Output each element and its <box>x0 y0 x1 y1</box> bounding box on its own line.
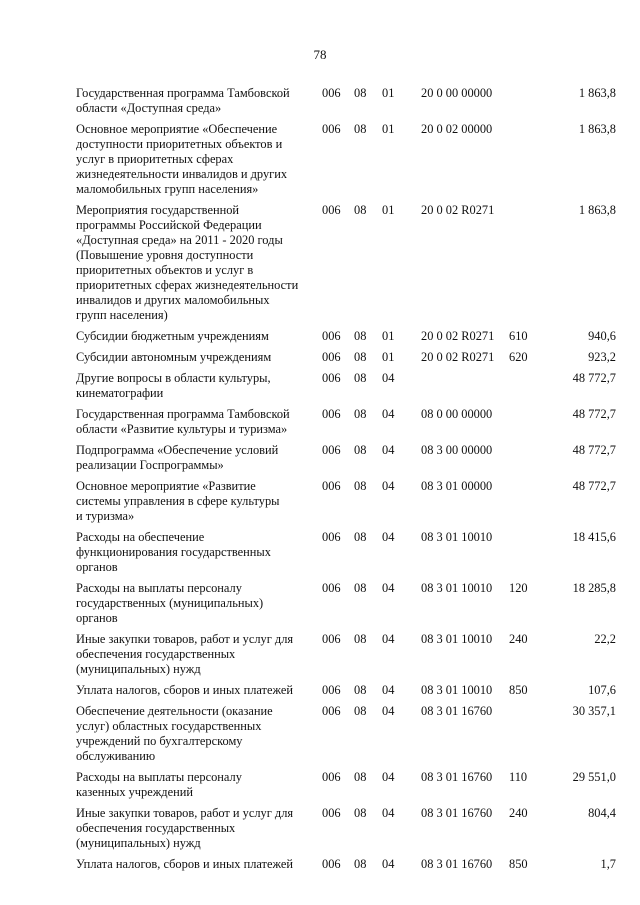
row-vr: 240 <box>509 632 528 646</box>
row-sum: 29 551,0 <box>572 770 616 784</box>
row-name-line: Расходы на выплаты персоналу <box>76 581 242 595</box>
row-pr: 01 <box>382 86 395 100</box>
row-pr: 01 <box>382 122 395 136</box>
row-csr: 20 0 02 R0271 <box>421 350 495 364</box>
row-name-line: государственных (муниципальных) <box>76 596 264 610</box>
row-pr: 04 <box>382 371 395 385</box>
row-name-line: Расходы на обеспечение <box>76 530 205 544</box>
row-vr: 610 <box>509 329 528 343</box>
row-name-line: органов <box>76 560 118 574</box>
table-row <box>76 122 616 197</box>
row-ved: 006 <box>322 329 341 343</box>
table-row <box>76 329 616 344</box>
row-sum: 18 415,6 <box>572 530 616 544</box>
row-ved: 006 <box>322 122 341 136</box>
row-rz: 08 <box>354 806 367 820</box>
row-name-line: жизнедеятельности инвалидов и других <box>76 167 288 181</box>
row-name-line: Субсидии автономным учреждениям <box>76 350 272 364</box>
row-name-line: инвалидов и других маломобильных <box>76 293 270 307</box>
row-pr: 01 <box>382 350 395 364</box>
row-name-line: «Доступная среда» на 2011 - 2020 годы <box>76 233 283 247</box>
row-pr: 04 <box>382 857 395 871</box>
row-rz: 08 <box>354 632 367 646</box>
row-sum: 48 772,7 <box>572 443 616 457</box>
row-csr: 08 3 00 00000 <box>421 443 493 457</box>
row-csr: 08 3 01 10010 <box>421 632 493 646</box>
row-pr: 04 <box>382 530 395 544</box>
row-pr: 04 <box>382 407 395 421</box>
row-vr: 850 <box>509 683 528 697</box>
row-csr: 08 3 01 00000 <box>421 479 493 493</box>
table-row <box>76 350 616 365</box>
row-name-line: групп населения) <box>76 308 168 322</box>
row-name-line: органов <box>76 611 118 625</box>
row-rz: 08 <box>354 329 367 343</box>
row-sum: 48 772,7 <box>572 479 616 493</box>
row-name-line: Подпрограмма «Обеспечение условий <box>76 443 279 457</box>
row-name <box>76 530 322 575</box>
row-sum: 22,2 <box>594 632 616 646</box>
row-vr: 110 <box>509 770 528 784</box>
row-name-line: функционирования государственных <box>76 545 271 559</box>
row-sum: 1 863,8 <box>578 86 616 100</box>
row-name-line: обеспечения государственных <box>76 821 236 835</box>
row-name-line: Мероприятия государственной <box>76 203 240 217</box>
row-sum: 1 863,8 <box>578 203 616 217</box>
row-rz: 08 <box>354 443 367 457</box>
row-name-line: Обеспечение деятельности (оказание <box>76 704 273 718</box>
row-name-line: маломобильных групп населения» <box>76 182 259 196</box>
row-name-line: (муниципальных) нужд <box>76 662 201 676</box>
row-ved: 006 <box>322 203 341 217</box>
row-name-line: Государственная программа Тамбовской <box>76 86 290 100</box>
row-name <box>76 329 322 344</box>
row-vr: 240 <box>509 806 528 820</box>
row-rz: 08 <box>354 704 367 718</box>
row-sum: 923,2 <box>588 350 616 364</box>
row-pr: 04 <box>382 683 395 697</box>
row-csr: 20 0 00 00000 <box>421 86 493 100</box>
row-pr: 01 <box>382 203 395 217</box>
table-row <box>76 86 616 116</box>
row-name-line: области «Развитие культуры и туризма» <box>76 422 288 436</box>
row-name <box>76 443 322 473</box>
row-name <box>76 407 322 437</box>
table-row <box>76 632 616 677</box>
row-rz: 08 <box>354 407 367 421</box>
table-row <box>76 371 616 401</box>
row-name-line: Государственная программа Тамбовской <box>76 407 290 421</box>
row-name-line: системы управления в сфере культуры <box>76 494 280 508</box>
row-ved: 006 <box>322 806 341 820</box>
row-name <box>76 770 322 800</box>
row-name-line: казенных учреждений <box>76 785 193 799</box>
row-name <box>76 806 322 851</box>
row-ved: 006 <box>322 350 341 364</box>
row-ved: 006 <box>322 443 341 457</box>
row-sum: 940,6 <box>588 329 616 343</box>
row-rz: 08 <box>354 857 367 871</box>
row-name-line: услуг в приоритетных сферах <box>76 152 234 166</box>
row-name-line: услуг) областных государственных <box>76 719 262 733</box>
table-row <box>76 806 616 851</box>
row-ved: 006 <box>322 479 341 493</box>
row-name-line: Иные закупки товаров, работ и услуг для <box>76 632 294 646</box>
row-csr: 08 0 00 00000 <box>421 407 493 421</box>
row-ved: 006 <box>322 581 341 595</box>
table-row <box>76 704 616 764</box>
row-pr: 04 <box>382 806 395 820</box>
table-row <box>76 857 616 872</box>
row-rz: 08 <box>354 86 367 100</box>
row-name <box>76 581 322 626</box>
row-name <box>76 122 322 197</box>
budget-table <box>76 86 616 878</box>
table-row <box>76 479 616 524</box>
row-rz: 08 <box>354 350 367 364</box>
row-csr: 08 3 01 10010 <box>421 581 493 595</box>
row-name <box>76 350 322 365</box>
row-name-line: Расходы на выплаты персоналу <box>76 770 242 784</box>
row-sum: 18 285,8 <box>572 581 616 595</box>
row-sum: 804,4 <box>588 806 616 820</box>
row-pr: 01 <box>382 329 395 343</box>
row-name-line: и туризма» <box>76 509 135 523</box>
row-pr: 04 <box>382 770 395 784</box>
row-name-line: обеспечения государственных <box>76 647 236 661</box>
table-row <box>76 443 616 473</box>
row-ved: 006 <box>322 86 341 100</box>
row-csr: 20 0 02 R0271 <box>421 329 495 343</box>
row-pr: 04 <box>382 632 395 646</box>
row-name <box>76 632 322 677</box>
row-name-line: реализации Госпрограммы» <box>76 458 224 472</box>
row-name-line: Уплата налогов, сборов и иных платежей <box>76 857 294 871</box>
row-name-line: (Повышение уровня доступности <box>76 248 254 262</box>
row-name-line: (муниципальных) нужд <box>76 836 201 850</box>
row-name-line: обслуживанию <box>76 749 156 763</box>
row-pr: 04 <box>382 479 395 493</box>
table-row <box>76 581 616 626</box>
row-ved: 006 <box>322 857 341 871</box>
row-pr: 04 <box>382 581 395 595</box>
row-sum: 107,6 <box>588 683 616 697</box>
row-csr: 08 3 01 16760 <box>421 704 493 718</box>
row-name-line: приоритетных объектов и услуг в <box>76 263 254 277</box>
row-name-line: Уплата налогов, сборов и иных платежей <box>76 683 294 697</box>
row-ved: 006 <box>322 407 341 421</box>
row-name-line: Основное мероприятие «Развитие <box>76 479 256 493</box>
row-ved: 006 <box>322 530 341 544</box>
row-rz: 08 <box>354 122 367 136</box>
row-ved: 006 <box>322 770 341 784</box>
row-rz: 08 <box>354 371 367 385</box>
row-sum: 1 863,8 <box>578 122 616 136</box>
row-csr: 08 3 01 16760 <box>421 770 493 784</box>
row-vr: 850 <box>509 857 528 871</box>
row-name-line: доступности приоритетных объектов и <box>76 137 283 151</box>
row-name-line: Иные закупки товаров, работ и услуг для <box>76 806 294 820</box>
row-name <box>76 371 322 401</box>
row-name-line: программы Российской Федерации <box>76 218 262 232</box>
row-sum: 1,7 <box>600 857 616 871</box>
row-csr: 08 3 01 10010 <box>421 530 493 544</box>
row-sum: 30 357,1 <box>572 704 616 718</box>
row-name <box>76 857 322 872</box>
row-name-line: Другие вопросы в области культуры, <box>76 371 271 385</box>
row-name-line: Субсидии бюджетным учреждениям <box>76 329 269 343</box>
table-row <box>76 683 616 698</box>
row-rz: 08 <box>354 683 367 697</box>
row-ved: 006 <box>322 632 341 646</box>
row-name-line: приоритетных сферах жизнедеятельности <box>76 278 299 292</box>
row-sum: 48 772,7 <box>572 371 616 385</box>
row-rz: 08 <box>354 530 367 544</box>
row-name <box>76 203 322 323</box>
row-name <box>76 86 322 116</box>
row-csr: 20 0 02 00000 <box>421 122 493 136</box>
row-vr: 120 <box>509 581 528 595</box>
table-row <box>76 203 616 323</box>
row-name <box>76 704 322 764</box>
row-name-line: Основное мероприятие «Обеспечение <box>76 122 278 136</box>
row-pr: 04 <box>382 704 395 718</box>
table-row <box>76 530 616 575</box>
row-rz: 08 <box>354 479 367 493</box>
row-csr: 08 3 01 16760 <box>421 806 493 820</box>
row-name-line: кинематографии <box>76 386 164 400</box>
row-rz: 08 <box>354 203 367 217</box>
table-row <box>76 407 616 437</box>
page-number: 78 <box>313 47 327 62</box>
row-pr: 04 <box>382 443 395 457</box>
row-csr: 08 3 01 10010 <box>421 683 493 697</box>
row-name <box>76 479 322 524</box>
row-ved: 006 <box>322 371 341 385</box>
row-vr: 620 <box>509 350 528 364</box>
row-name-line: области «Доступная среда» <box>76 101 222 115</box>
row-name-line: учреждений по бухгалтерскому <box>76 734 243 748</box>
row-csr: 08 3 01 16760 <box>421 857 493 871</box>
row-rz: 08 <box>354 770 367 784</box>
table-row <box>76 770 616 800</box>
row-ved: 006 <box>322 704 341 718</box>
row-name <box>76 683 322 698</box>
row-rz: 08 <box>354 581 367 595</box>
row-ved: 006 <box>322 683 341 697</box>
row-csr: 20 0 02 R0271 <box>421 203 495 217</box>
row-sum: 48 772,7 <box>572 407 616 421</box>
